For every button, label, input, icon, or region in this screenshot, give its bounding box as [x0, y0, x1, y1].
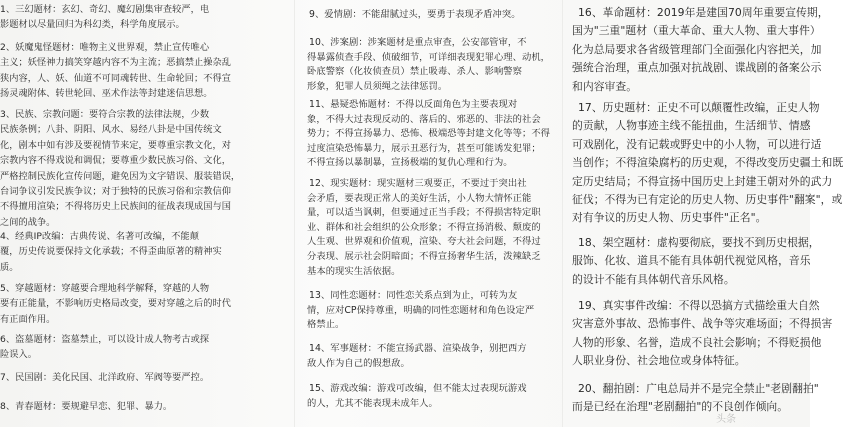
clause-c1-i4 — [0, 229, 292, 275]
clause-c1-i6 — [0, 332, 292, 363]
clause-line: 覆，历史传说要保持文化承载；不得歪曲原著的精神实 — [0, 246, 222, 258]
clause-line: 卧底警察（化妆侦查员）禁止吸毒、杀人、影响警察 — [307, 66, 522, 78]
clause-c3-i20 — [566, 380, 819, 417]
clause-c3-i16 — [566, 4, 829, 96]
clause-c2-i10 — [297, 36, 559, 94]
clause-c2-i11 — [297, 98, 559, 171]
clause-c1-i7 — [0, 370, 292, 385]
clause-line: 7、民国剧：美化民国、北洋政府、军阀等要严控。 — [0, 372, 210, 383]
column-left — [0, 0, 292, 427]
clause-line: 16、革命题材：2019年是建国70周年重要宣传期， — [578, 6, 829, 19]
clause-line: 对有争议的历史人物、历史事件"正名"。 — [572, 211, 767, 225]
clause-line: 狭内容，人、妖、仙道不可同魂转世、生命轮回；不得宣 — [0, 72, 231, 84]
clause-line: 业、群体和社会组织的公众形象；不得宣扬消极、颓废的 — [307, 221, 541, 233]
clause-line: 18、架空题材：虚构要彻底，要找不到历史根据， — [578, 236, 820, 249]
clause-line: 17、历史题材：正史不可以颠覆性改编，正史人物 — [578, 101, 820, 114]
clause-line: 过度渲染恐怖暴力，展示丑恶行为，甚至可能诱发犯罪； — [307, 142, 541, 154]
clause-line: 敌人作为自己的假想敌。 — [307, 357, 410, 369]
clause-line: 之间的战争。 — [0, 216, 56, 228]
clause-line: 10、涉案剧：涉案题材是重点审查，公安部管审，不 — [309, 37, 527, 48]
clause-c2-i14 — [297, 342, 559, 371]
clause-line: 台词争议引发民族争议；对于独特的民族习俗和宗教信仰 — [0, 185, 231, 197]
clause-line: 8、青春题材：要规避早恋、犯罪、暴力。 — [0, 401, 173, 412]
clause-c2-i13 — [297, 289, 559, 333]
clause-line: 15、游戏改编：游戏可改编，但不能太过表现玩游戏 — [309, 383, 527, 394]
clause-line: 当创作；不得渲染腐朽的历史观，不得改变历史疆土和既 — [572, 156, 843, 170]
clause-line: 扬灵魂附体、转世轮回、巫术作法等封建迷信思想。 — [0, 88, 213, 100]
clause-line: 质。 — [0, 261, 19, 273]
clause-line: 人生观、世界观和价值观，渲染、夸大社会问题，不得过 — [307, 236, 541, 248]
clause-line: 势力；不得宣扬暴力、恐怖、极端恐等封建文化等等；不得 — [307, 128, 551, 140]
clause-line: 13、同性恋题材：同性恋关系点到为止，可转为友 — [309, 290, 518, 301]
clause-line: 格禁止。 — [307, 319, 345, 331]
clause-c1-i3 — [0, 107, 292, 230]
column-right — [566, 0, 843, 427]
clause-line: 而是已经在治理"老剧翻拍"的不良创作倾向。 — [572, 400, 789, 414]
clause-line: 2、妖魔鬼怪题材：唯物主义世界观，禁止宣传唯心 — [0, 42, 210, 53]
clause-c2-i9 — [297, 8, 559, 23]
clause-line: 要有正能量，不影响历史格局改变，要对穿越之后的时代 — [0, 298, 231, 310]
clause-line: 5、穿越题材：穿越要合理地科学解释，穿越的人物 — [0, 283, 210, 294]
clause-line: 民族条例；八卦、阴阳、风水、易经八卦是中国传统文 — [0, 124, 222, 136]
clause-c2-i15 — [297, 382, 559, 411]
clause-line: 不得擅用渲染；不得将历史上民族间的征战表现成国与国 — [0, 201, 231, 213]
clause-line: 象，不得大过表现反动的、落后的、邪恶的、非法的社会 — [307, 113, 541, 125]
clause-line: 有正面作用。 — [0, 313, 56, 325]
clause-line: 不得宣扬以暴制暴，宣扬极端的复仇心理和行为。 — [307, 157, 513, 169]
clause-line: 1、三幻题材：玄幻、奇幻、魔幻剧集审查较严，电 — [0, 4, 210, 15]
clause-c1-i8 — [0, 399, 292, 414]
clause-line: 灾害意外事故、恐怖事件、战争等灾难场面；不得损害 — [572, 317, 833, 331]
clause-line: 强统合治理，重点加强对抗战剧、谍战剧的备案公示 — [572, 61, 822, 75]
clause-line: 险误入。 — [0, 349, 37, 361]
clause-line: 9、爱情剧：不能甜腻过头，要勇于表现矛盾冲突。 — [309, 9, 521, 20]
clause-line: 20、翻拍剧：广电总局并不是完全禁止"老剧翻拍" — [578, 382, 819, 395]
clause-line: 形象，犯罪人员须绳之法律惩罚。 — [307, 80, 448, 92]
clause-line: 严格控制民族化宣传问题，避免因为文字错误、服装错误， — [0, 170, 241, 182]
clause-line: 12、现实题材：现实题材三观要正，不要过于突出社 — [309, 178, 527, 189]
clause-c2-i12 — [297, 177, 559, 279]
clause-line: 宗教内容不得戏说和调侃；要尊重少数民族习俗、文化， — [0, 155, 231, 167]
clause-line: 量，可以适当讽刺，但要通过正当手段；不得损害特定职 — [307, 207, 541, 219]
clause-line: 基本的现实生活依据。 — [307, 265, 401, 277]
clause-line: 化为总局要求各省级管理部门全面强化内容把关，加 — [572, 42, 822, 56]
clause-line: 11、悬疑恐怖题材：不得以反面角色为主要表现对 — [309, 99, 518, 110]
clause-c3-i18 — [566, 234, 820, 289]
clause-line: 可戏剧化，没有记载或野史中的小人物，可以进行适 — [572, 137, 822, 151]
clause-line: 3、民族、宗教问题：要符合宗教的法律法规，少数 — [0, 109, 210, 120]
clause-line: 情，应对CP保持尊重，明确的同性恋题材和角色设定严 — [307, 304, 535, 316]
clause-line: 主义；妖怪神力搞笑穿越内容不为主流；恶搞禁止操杂乱 — [0, 57, 231, 69]
clause-line: 的设计不能有具体朝代音乐风格。 — [572, 272, 735, 286]
clause-c1-i5 — [0, 281, 292, 327]
clause-line: 会矛盾，要表现正常人的美好生活，小人物大情怀正能 — [307, 192, 532, 204]
clause-line: 的人，尤其不能表现未成年人。 — [307, 397, 438, 409]
clause-line: 和内容审查。 — [572, 79, 638, 93]
clause-line: 的贡献，人物事迹主线不能扭曲，生活细节、情感 — [572, 119, 811, 133]
clause-line: 人物的形象、名誉，造成不良社会影响；不得贬损他 — [572, 335, 822, 349]
clause-line: 6、盗墓题材：盗墓禁止，可以设计成人物考古或探 — [0, 334, 210, 345]
clause-c3-i19 — [566, 297, 833, 371]
clause-line: 4、经典IP改编：古典传说、名著可改编，不能颠 — [0, 231, 199, 242]
column-middle — [297, 0, 559, 427]
clause-line: 化，剧本中如有涉及要视情节来定，要尊重宗教文化，对 — [0, 139, 231, 151]
clause-line: 19、真实事件改编：不得以恐搞方式描绘重大自然 — [578, 299, 820, 312]
watermark-text: 头条 — [716, 414, 736, 425]
clause-line: 人职业身份、社会地位或身体特征。 — [572, 354, 746, 368]
clause-line: 定历史结局；不得宣扬中国历史上封建王朝对外的武力 — [572, 174, 833, 188]
clause-line: 14、军事题材：不能宣扬武器、渲染战争，别把西方 — [309, 343, 527, 354]
clause-c1-i1 — [0, 2, 292, 33]
clause-line: 服饰、化妆、道具不能有具体朝代视觉风格，音乐 — [572, 254, 811, 268]
clause-line: 国为"三重"题材（重大革命、重大人物、重大事件） — [572, 24, 821, 38]
clause-c1-i2 — [0, 40, 292, 102]
clause-line: 征伐；不得为已有定论的历史人物、历史事件"翻案"，或 — [572, 192, 843, 206]
clause-line: 得暴露侦查手段、侦破细节，可详细表现犯罪心理、动机， — [307, 51, 551, 63]
clause-c3-i17 — [566, 99, 843, 228]
column-divider — [562, 0, 563, 427]
column-divider — [294, 0, 295, 427]
clause-line: 分表现、展示社会阴暗面；不得宣扬奢华生活，泼辣缺乏 — [307, 250, 541, 262]
clause-line: 影题材以尽量回归为科幻类，科学角度展示。 — [0, 19, 185, 31]
